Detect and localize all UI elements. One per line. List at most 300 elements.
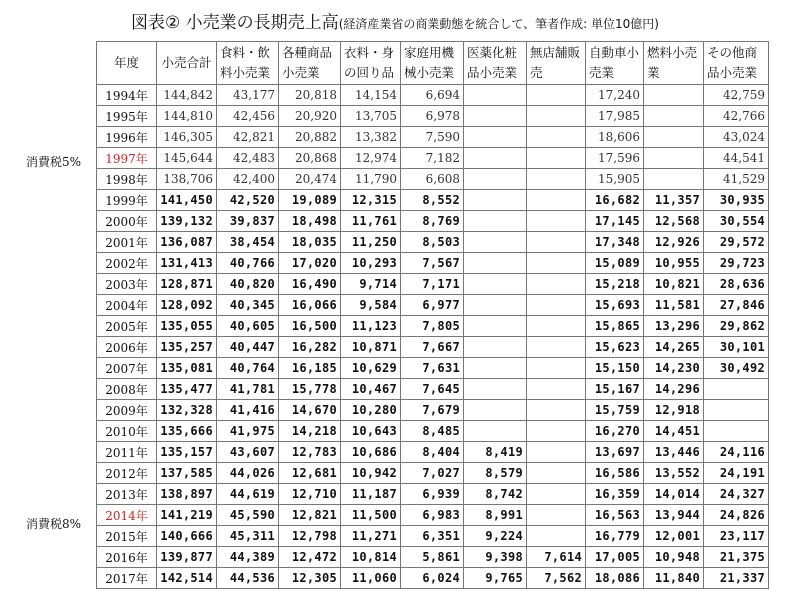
value-cell [527,211,586,232]
value-cell: 139,132 [157,211,217,232]
value-cell: 41,529 [704,169,769,190]
year-cell: 1994年 [97,85,157,106]
value-cell: 6,694 [401,85,464,106]
value-cell: 13,697 [586,442,644,463]
table-row [97,85,769,106]
year-cell: 2010年 [97,421,157,442]
value-cell: 40,764 [217,358,279,379]
value-cell: 9,765 [464,568,527,589]
value-cell: 20,474 [279,169,341,190]
value-cell: 135,666 [157,421,217,442]
year-cell: 2015年 [97,526,157,547]
value-cell: 18,035 [279,232,341,253]
value-cell: 17,348 [586,232,644,253]
value-cell: 141,450 [157,190,217,211]
value-cell: 24,327 [704,484,769,505]
value-cell: 23,117 [704,526,769,547]
value-cell: 19,089 [279,190,341,211]
value-cell: 15,693 [586,295,644,316]
value-cell: 17,145 [586,211,644,232]
value-cell [527,442,586,463]
value-cell: 40,447 [217,337,279,358]
table-row [97,400,769,421]
value-cell: 11,271 [341,526,401,547]
value-cell: 16,586 [586,463,644,484]
value-cell [527,526,586,547]
table-row [97,484,769,505]
value-cell: 42,483 [217,148,279,169]
table-row [97,337,769,358]
value-cell: 7,645 [401,379,464,400]
value-cell: 42,759 [704,85,769,106]
value-cell: 14,154 [341,85,401,106]
year-cell: 2005年 [97,316,157,337]
value-cell [527,316,586,337]
value-cell: 10,955 [644,253,704,274]
table-row [97,106,769,127]
value-cell: 8,769 [401,211,464,232]
title-subtitle: (経済産業省の商業動態を統合して、筆者作成: 単位10億円) [338,17,659,31]
value-cell: 24,826 [704,505,769,526]
value-cell: 135,257 [157,337,217,358]
value-cell: 20,920 [279,106,341,127]
table-row [97,190,769,211]
value-cell: 42,766 [704,106,769,127]
value-cell [704,379,769,400]
value-cell: 15,218 [586,274,644,295]
table-row [97,505,769,526]
value-cell: 7,590 [401,127,464,148]
year-cell: 2000年 [97,211,157,232]
value-cell: 16,490 [279,274,341,295]
value-cell: 20,818 [279,85,341,106]
value-cell: 44,541 [704,148,769,169]
value-cell: 7,027 [401,463,464,484]
year-cell: 1997年 [97,148,157,169]
value-cell: 146,305 [157,127,217,148]
table-row [97,316,769,337]
value-cell: 16,282 [279,337,341,358]
value-cell [464,106,527,127]
value-cell: 17,020 [279,253,341,274]
value-cell: 13,296 [644,316,704,337]
header-apparel: 衣料・身の回り品 [341,42,401,85]
value-cell: 12,681 [279,463,341,484]
table-row [97,169,769,190]
value-cell [644,148,704,169]
value-cell: 11,060 [341,568,401,589]
value-cell: 10,280 [341,400,401,421]
value-cell: 7,614 [527,547,586,568]
table-row [97,421,769,442]
value-cell: 15,865 [586,316,644,337]
value-cell [464,190,527,211]
value-cell: 40,820 [217,274,279,295]
value-cell [464,337,527,358]
value-cell: 6,608 [401,169,464,190]
value-cell: 30,492 [704,358,769,379]
value-cell [527,148,586,169]
value-cell: 144,810 [157,106,217,127]
value-cell: 12,974 [341,148,401,169]
value-cell: 42,821 [217,127,279,148]
header-fuel: 燃料小売業 [644,42,704,85]
value-cell: 12,918 [644,400,704,421]
value-cell: 8,503 [401,232,464,253]
value-cell: 14,014 [644,484,704,505]
value-cell [464,85,527,106]
year-cell: 2003年 [97,274,157,295]
value-cell: 12,710 [279,484,341,505]
header-general-merchandise: 各種商品小売業 [279,42,341,85]
value-cell: 21,337 [704,568,769,589]
value-cell: 11,357 [644,190,704,211]
table-row [97,274,769,295]
value-cell: 10,643 [341,421,401,442]
value-cell: 16,270 [586,421,644,442]
value-cell [527,421,586,442]
value-cell [644,106,704,127]
value-cell: 18,606 [586,127,644,148]
value-cell: 15,778 [279,379,341,400]
value-cell [464,169,527,190]
year-cell: 2013年 [97,484,157,505]
value-cell: 14,670 [279,400,341,421]
value-cell: 44,536 [217,568,279,589]
value-cell: 131,413 [157,253,217,274]
value-cell: 45,590 [217,505,279,526]
value-cell: 7,182 [401,148,464,169]
value-cell [527,232,586,253]
value-cell: 6,351 [401,526,464,547]
value-cell: 43,607 [217,442,279,463]
value-cell: 15,089 [586,253,644,274]
value-cell: 42,456 [217,106,279,127]
header-nonstore: 無店舗販売 [527,42,586,85]
value-cell: 30,935 [704,190,769,211]
header-retail-total: 小売合計 [157,42,217,85]
consumption-tax-8-label: 消費税8% [26,517,82,531]
value-cell: 135,477 [157,379,217,400]
value-cell: 27,846 [704,295,769,316]
value-cell: 20,882 [279,127,341,148]
year-cell: 2001年 [97,232,157,253]
value-cell: 8,991 [464,505,527,526]
value-cell [464,232,527,253]
value-cell: 6,983 [401,505,464,526]
value-cell: 43,177 [217,85,279,106]
value-cell: 139,877 [157,547,217,568]
value-cell: 7,667 [401,337,464,358]
value-cell: 10,293 [341,253,401,274]
value-cell [527,274,586,295]
value-cell: 128,871 [157,274,217,295]
value-cell: 40,345 [217,295,279,316]
value-cell: 13,705 [341,106,401,127]
retail-sales-table [96,41,769,589]
table-row [97,232,769,253]
value-cell: 44,619 [217,484,279,505]
value-cell: 13,446 [644,442,704,463]
value-cell: 8,579 [464,463,527,484]
value-cell: 16,779 [586,526,644,547]
table-row [97,547,769,568]
value-cell: 11,250 [341,232,401,253]
value-cell: 6,939 [401,484,464,505]
year-cell: 2002年 [97,253,157,274]
value-cell: 12,001 [644,526,704,547]
header-food-beverage: 食料・飲料小売業 [217,42,279,85]
value-cell: 10,942 [341,463,401,484]
value-cell: 14,265 [644,337,704,358]
page-title [0,8,790,33]
table-row [97,442,769,463]
value-cell: 7,805 [401,316,464,337]
value-cell: 138,897 [157,484,217,505]
value-cell: 8,419 [464,442,527,463]
value-cell: 7,631 [401,358,464,379]
value-cell: 40,605 [217,316,279,337]
title-main: 図表② 小売業の長期売上高 [131,13,339,33]
value-cell: 42,520 [217,190,279,211]
value-cell: 15,759 [586,400,644,421]
value-cell [527,400,586,421]
value-cell: 10,821 [644,274,704,295]
year-cell: 2009年 [97,400,157,421]
value-cell: 30,101 [704,337,769,358]
value-cell: 17,005 [586,547,644,568]
table-row [97,463,769,484]
value-cell [464,127,527,148]
table-row [97,379,769,400]
value-cell: 17,985 [586,106,644,127]
value-cell: 18,086 [586,568,644,589]
value-cell: 137,585 [157,463,217,484]
value-cell: 8,742 [464,484,527,505]
value-cell: 14,230 [644,358,704,379]
header-year: 年度 [97,42,157,85]
value-cell [527,106,586,127]
value-cell: 142,514 [157,568,217,589]
value-cell [464,295,527,316]
value-cell [644,127,704,148]
value-cell: 21,375 [704,547,769,568]
value-cell [527,505,586,526]
value-cell: 38,454 [217,232,279,253]
value-cell [464,421,527,442]
value-cell: 135,081 [157,358,217,379]
value-cell: 29,572 [704,232,769,253]
value-cell: 11,790 [341,169,401,190]
value-cell: 24,191 [704,463,769,484]
value-cell: 10,467 [341,379,401,400]
value-cell: 140,666 [157,526,217,547]
value-cell: 12,798 [279,526,341,547]
value-cell [527,484,586,505]
value-cell: 6,978 [401,106,464,127]
value-cell: 16,185 [279,358,341,379]
value-cell: 16,500 [279,316,341,337]
value-cell: 12,568 [644,211,704,232]
value-cell: 7,679 [401,400,464,421]
value-cell: 12,821 [279,505,341,526]
year-cell: 2008年 [97,379,157,400]
value-cell: 5,861 [401,547,464,568]
value-cell: 10,814 [341,547,401,568]
value-cell: 11,187 [341,484,401,505]
table-header-row [97,42,769,85]
value-cell: 15,623 [586,337,644,358]
header-drug-cosmetics: 医薬化粧品小売業 [464,42,527,85]
value-cell: 12,472 [279,547,341,568]
value-cell: 9,398 [464,547,527,568]
value-cell: 14,296 [644,379,704,400]
value-cell: 16,563 [586,505,644,526]
value-cell [644,169,704,190]
value-cell: 41,416 [217,400,279,421]
year-cell: 2007年 [97,358,157,379]
table-row [97,253,769,274]
value-cell: 12,783 [279,442,341,463]
value-cell: 11,123 [341,316,401,337]
value-cell: 141,219 [157,505,217,526]
year-cell: 1995年 [97,106,157,127]
year-cell: 2011年 [97,442,157,463]
value-cell: 44,026 [217,463,279,484]
value-cell [464,274,527,295]
value-cell: 15,905 [586,169,644,190]
table-row [97,568,769,589]
value-cell: 9,224 [464,526,527,547]
value-cell: 29,723 [704,253,769,274]
value-cell [464,148,527,169]
value-cell: 145,644 [157,148,217,169]
value-cell: 10,686 [341,442,401,463]
year-cell: 2014年 [97,505,157,526]
value-cell [464,358,527,379]
value-cell [527,337,586,358]
value-cell [704,421,769,442]
table-row [97,211,769,232]
table-row [97,127,769,148]
value-cell: 18,498 [279,211,341,232]
value-cell: 12,926 [644,232,704,253]
value-cell: 136,087 [157,232,217,253]
value-cell: 28,636 [704,274,769,295]
value-cell: 10,871 [341,337,401,358]
table-row [97,526,769,547]
value-cell: 6,024 [401,568,464,589]
value-cell [527,253,586,274]
value-cell: 12,305 [279,568,341,589]
value-cell [464,253,527,274]
value-cell: 9,714 [341,274,401,295]
value-cell: 14,218 [279,421,341,442]
value-cell: 17,240 [586,85,644,106]
value-cell: 8,485 [401,421,464,442]
value-cell: 39,837 [217,211,279,232]
value-cell: 42,400 [217,169,279,190]
value-cell: 15,150 [586,358,644,379]
table-row [97,358,769,379]
value-cell: 13,944 [644,505,704,526]
year-cell: 1996年 [97,127,157,148]
value-cell: 41,975 [217,421,279,442]
value-cell: 20,868 [279,148,341,169]
year-cell: 1998年 [97,169,157,190]
value-cell [527,127,586,148]
value-cell: 29,862 [704,316,769,337]
value-cell: 13,382 [341,127,401,148]
value-cell: 10,948 [644,547,704,568]
value-cell: 7,562 [527,568,586,589]
value-cell: 11,500 [341,505,401,526]
value-cell: 135,157 [157,442,217,463]
value-cell: 16,359 [586,484,644,505]
value-cell [527,358,586,379]
value-cell: 16,066 [279,295,341,316]
year-cell: 2004年 [97,295,157,316]
value-cell: 10,629 [341,358,401,379]
table-row [97,295,769,316]
header-household-machinery: 家庭用機械小売業 [401,42,464,85]
value-cell [644,85,704,106]
value-cell: 40,766 [217,253,279,274]
value-cell [464,316,527,337]
year-cell: 2006年 [97,337,157,358]
value-cell: 138,706 [157,169,217,190]
value-cell: 15,167 [586,379,644,400]
value-cell [527,463,586,484]
value-cell [464,379,527,400]
value-cell: 144,842 [157,85,217,106]
value-cell: 11,761 [341,211,401,232]
year-cell: 2016年 [97,547,157,568]
value-cell: 11,581 [644,295,704,316]
value-cell: 24,116 [704,442,769,463]
value-cell: 128,092 [157,295,217,316]
value-cell: 13,552 [644,463,704,484]
value-cell: 16,682 [586,190,644,211]
value-cell [527,85,586,106]
header-other: その他商品小売業 [704,42,769,85]
value-cell [464,211,527,232]
value-cell: 8,404 [401,442,464,463]
table-row [97,148,769,169]
value-cell: 135,055 [157,316,217,337]
value-cell [527,190,586,211]
value-cell: 7,567 [401,253,464,274]
consumption-tax-5-label: 消費税5% [26,155,82,169]
value-cell: 9,584 [341,295,401,316]
value-cell: 30,554 [704,211,769,232]
value-cell: 8,552 [401,190,464,211]
value-cell: 12,315 [341,190,401,211]
value-cell: 132,328 [157,400,217,421]
year-cell: 2012年 [97,463,157,484]
year-cell: 2017年 [97,568,157,589]
value-cell: 41,781 [217,379,279,400]
value-cell: 43,024 [704,127,769,148]
value-cell [704,400,769,421]
value-cell: 7,171 [401,274,464,295]
value-cell: 45,311 [217,526,279,547]
value-cell: 14,451 [644,421,704,442]
year-cell: 1999年 [97,190,157,211]
value-cell [464,400,527,421]
value-cell [527,379,586,400]
header-automobile: 自動車小売業 [586,42,644,85]
